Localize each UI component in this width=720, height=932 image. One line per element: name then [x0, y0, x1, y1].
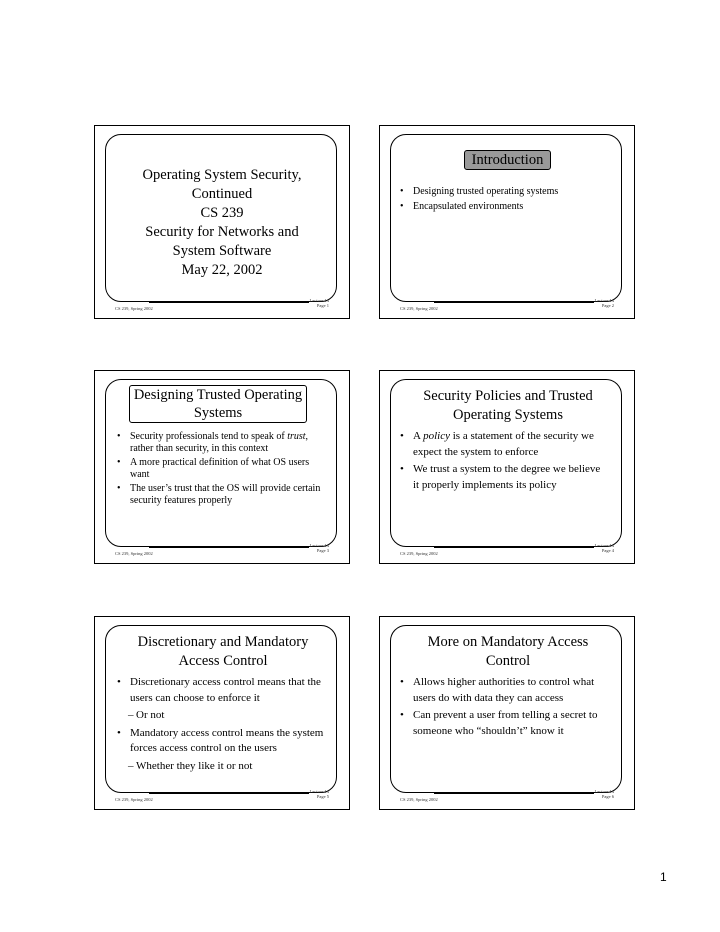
- footer-divider: [149, 302, 309, 303]
- footer-divider: [434, 793, 594, 794]
- slide-1: [94, 125, 350, 319]
- bullet-item: • We trust a system to the degree we believe it properly implements its policy: [400, 462, 608, 493]
- slide-title: [95, 166, 349, 280]
- bullet-item: • Designing trusted operating systems: [400, 186, 620, 198]
- footer-course: CS 239, Spring 2002: [400, 551, 438, 556]
- footer-page: Page 2: [601, 303, 614, 308]
- footer-lecture: Lecture 14: [309, 789, 329, 794]
- title-line: CS 239: [200, 205, 244, 221]
- slide-4: [379, 370, 635, 564]
- bullet-list: [117, 431, 329, 509]
- footer-page: Page 6: [601, 794, 614, 799]
- bullet-item: • Encapsulated environments: [400, 201, 620, 213]
- footer-lecture: Lecture 14: [309, 298, 329, 303]
- footer-lecture-page: [310, 298, 329, 308]
- title-line: May 22, 2002: [181, 262, 263, 278]
- slide-3: [94, 370, 350, 564]
- sub-bullet-item: – Or not: [117, 708, 327, 724]
- footer-course: CS 239, Spring 2002: [115, 306, 153, 311]
- slide-title: Introduction: [464, 150, 551, 170]
- footer-divider: [434, 302, 594, 303]
- footer-course: CS 239, Spring 2002: [400, 797, 438, 802]
- title-line: System Software: [172, 243, 272, 259]
- title-line: Operating System Security,: [142, 167, 302, 183]
- footer-lecture: Lecture 14: [309, 543, 329, 548]
- bullet-list: [400, 429, 608, 495]
- footer-lecture-page: [595, 789, 614, 799]
- footer-lecture: Lecture 14: [594, 543, 614, 548]
- footer-lecture: Lecture 14: [594, 298, 614, 303]
- slide-2: [379, 125, 635, 319]
- footer-lecture-page: [310, 543, 329, 553]
- footer-divider: [434, 547, 594, 548]
- slide-5: [94, 616, 350, 810]
- footer-lecture-page: [595, 543, 614, 553]
- page-number: 1: [660, 870, 667, 884]
- title-line: Continued: [191, 186, 253, 202]
- footer-divider: [149, 793, 309, 794]
- bullet-item: • A policy is a statement of the security we expect the system to enforce: [400, 429, 608, 460]
- footer-lecture-page: [310, 789, 329, 799]
- footer-course: CS 239, Spring 2002: [400, 306, 438, 311]
- footer-page: Page 1: [316, 303, 329, 308]
- bullet-item: • Allows higher authorities to control what users do with data they can access: [400, 675, 612, 706]
- slide-title: Security Policies and Trusted Operating Systems: [423, 388, 593, 423]
- title-line: Security for Networks and: [145, 224, 299, 240]
- slide-6: [379, 616, 635, 810]
- bullet-item: • Discretionary access control means that the users can choose to enforce it: [117, 675, 327, 706]
- footer-lecture: Lecture 14: [594, 789, 614, 794]
- sub-bullet-item: – Whether they like it or not: [117, 759, 327, 775]
- footer-page: Page 3: [316, 548, 329, 553]
- footer-lecture-page: [595, 298, 614, 308]
- bullet-item: • A more practical definition of what OS users want: [117, 457, 329, 480]
- bullet-item: • The user’s trust that the OS will provide certain security features properly: [117, 483, 329, 506]
- bullet-item: • Security professionals tend to speak of trust, rather than security, in this context: [117, 431, 329, 454]
- bullet-list: [117, 675, 327, 776]
- bullet-item: • Can prevent a user from telling a secret to someone who “shouldn’t” know it: [400, 708, 612, 739]
- slide-title: Designing Trusted Operating Systems: [129, 385, 307, 423]
- slide-title: More on Mandatory Access Control: [427, 634, 589, 669]
- footer-page: Page 4: [601, 548, 614, 553]
- footer-course: CS 239, Spring 2002: [115, 797, 153, 802]
- bullet-item: • Mandatory access control means the system forces access control on the users: [117, 726, 327, 757]
- slide-title: Discretionary and Mandatory Access Control: [137, 634, 309, 669]
- footer-divider: [149, 547, 309, 548]
- bullet-list: [400, 675, 612, 741]
- footer-page: Page 5: [316, 794, 329, 799]
- footer-course: CS 239, Spring 2002: [115, 551, 153, 556]
- bullet-list: [400, 186, 620, 215]
